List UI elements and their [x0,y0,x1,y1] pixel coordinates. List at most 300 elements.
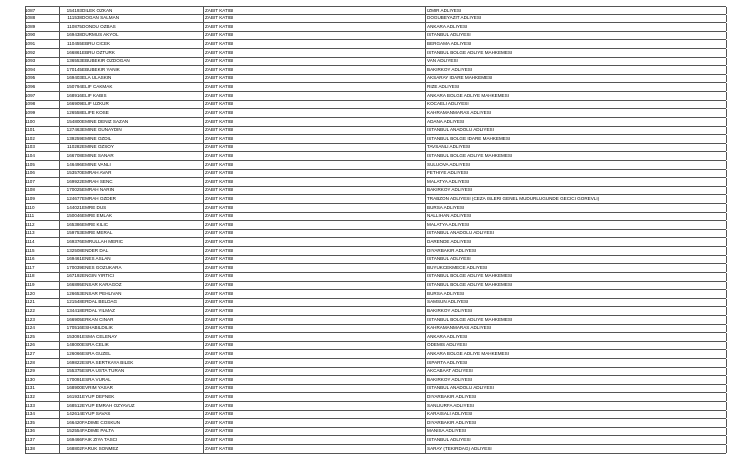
column-divider [425,118,426,126]
registry-id: 166420 [66,420,82,425]
column-divider [726,75,727,83]
registry-id: 146496 [66,162,82,167]
court-name: MALATYA ADLIYESI [427,179,470,184]
table-row [25,152,726,161]
registry-id: 153570 [66,171,82,176]
job-title: ZABIT KATIBI [205,360,234,365]
row-number: 1092 [25,50,36,55]
column-divider [726,170,727,178]
row-number: 1121 [25,300,35,305]
column-divider [425,23,426,31]
court-name: ISTANBUL ANADOLU ADLIYESI [427,386,494,391]
column-divider [425,109,426,117]
registry-id: 150794 [66,85,82,90]
column-divider [726,58,727,66]
column-divider [59,127,60,135]
person-name: EMRE DUS [82,205,107,210]
court-name: ISTANBUL ADLIYESI [427,438,471,443]
table-row [25,350,726,359]
person-name: EBUBEKIR OZDOGAN [82,59,130,64]
person-name: ELIF UZKUR [82,102,109,107]
table-row [25,92,726,101]
table-row [25,376,726,385]
court-name: MANISA ADLIYESI [427,429,467,434]
row-number: 1124 [25,326,35,331]
column-divider [425,238,426,246]
row-number: 1101 [25,128,35,133]
column-divider [425,393,426,401]
column-divider [425,161,426,169]
job-title: ZABIT KATIBI [205,283,234,288]
row-number: 1129 [25,369,35,374]
row-number: 1102 [25,136,35,141]
court-name: SARAY (TEKIRDAG) ADLIYESI [427,446,492,451]
column-divider [425,342,426,350]
column-divider [59,247,60,255]
court-name: ISTANBUL BOLGE IDARE MAHKEMESI [427,136,511,141]
column-divider [726,445,727,453]
registry-id: 152554 [66,429,82,434]
table-row [25,436,726,445]
column-divider [59,282,60,290]
column-divider [59,15,60,23]
table-row [25,23,726,32]
column-divider [59,350,60,358]
table-row [25,221,726,230]
court-name: KAHRAMANMARAS ADLIYESI [427,110,492,115]
court-name: SAMSUN ADLIYESI [427,300,469,305]
column-divider [726,109,727,117]
column-divider [726,419,727,427]
table-row [25,83,726,92]
column-divider [726,152,727,160]
column-divider [425,152,426,160]
person-name: ERKAN CINAR [82,317,114,322]
column-divider [726,195,727,203]
column-divider [59,273,60,281]
column-divider [726,101,727,109]
column-divider [726,411,727,419]
column-divider [726,15,727,23]
table-row [25,178,726,187]
column-divider [726,238,727,246]
person-name: FADIME COSKUN [82,420,121,425]
person-name: ENGIN YIRTICI [82,274,114,279]
column-divider [59,40,60,48]
registry-id: 153091 [66,334,82,339]
row-number: 1096 [25,85,36,90]
column-divider [726,428,727,436]
column-divider [59,144,60,152]
column-divider [59,195,60,203]
person-name: EMRULLAH MERIC [82,240,124,245]
job-title: ZABIT KATIBI [205,334,234,339]
person-name: FARUK SONMEZ [82,446,119,451]
row-number: 1116 [25,257,35,262]
person-name: EMINE OZSOY [82,145,114,150]
registry-id: 126066 [66,351,82,356]
table-row [25,333,726,342]
person-name: ELIF CAKMAK [82,85,113,90]
column-divider [425,290,426,298]
column-divider [425,282,426,290]
row-number: 1112 [25,222,35,227]
column-divider [726,299,727,307]
person-name: EMRAH NARIN [82,188,115,193]
column-divider [726,333,727,341]
column-divider [726,273,727,281]
court-name: BUYUKCEKMECE ADLIYESI [427,265,488,270]
column-divider [726,7,727,14]
table-row [25,368,726,377]
court-name: BAKIRKOY ADLIYESI [427,188,473,193]
person-name: EMRE EMLAK [82,214,113,219]
column-divider [726,393,727,401]
registry-id: 166861 [66,50,82,55]
column-divider [425,428,426,436]
column-divider [726,83,727,91]
row-number: 1123 [25,317,35,322]
row-number: 1088 [25,16,36,21]
court-name: ISTANBUL ANADOLU ADLIYESI [427,231,494,236]
job-title: ZABIT KATIBI [205,317,234,322]
person-name: DONDU OZBAS [82,24,116,29]
column-divider [425,376,426,384]
row-number: 1119 [25,283,35,288]
row-number: 1126 [25,343,35,348]
job-title: ZABIT KATIBI [205,438,234,443]
table-row [25,411,726,420]
job-title: ZABIT KATIBI [205,59,234,64]
row-number: 1087 [25,8,36,13]
registry-id: 110875 [67,24,82,29]
column-divider [59,170,60,178]
person-name: DURMUS AKYOL [82,33,119,38]
row-number: 1115 [25,248,35,253]
court-name: ODEMIS ADLIYESI [427,343,467,348]
row-number: 1114 [25,240,35,245]
column-divider [425,385,426,393]
column-divider [425,178,426,186]
table-row [25,273,726,282]
column-divider [59,118,60,126]
column-divider [425,66,426,74]
court-name: AKSARAY IDARE MAHKEMESI [427,76,493,81]
job-title: ZABIT KATIBI [205,50,234,55]
column-divider [59,66,60,74]
registry-id: 168802 [66,446,82,451]
column-divider [425,92,426,100]
registry-id: 150046 [66,214,82,219]
table-row [25,359,726,368]
court-name: BAKIRKOY ADLIYESI [427,377,473,382]
column-divider [59,75,60,83]
person-name: EMRE MERAL [82,231,113,236]
table-row [25,290,726,299]
column-divider [425,144,426,152]
column-divider [425,32,426,40]
column-divider [726,256,727,264]
row-number: 1105 [25,162,35,167]
court-name: ISTANBUL BOLGE ADLIYE MAHKEMESI [427,317,513,322]
row-number: 1110 [25,205,35,210]
job-title: ZABIT KATIBI [205,291,234,296]
job-title: ZABIT KATIBI [205,429,234,434]
registry-id: 154800 [66,119,82,124]
registry-id: 168900 [66,386,82,391]
column-divider [425,170,426,178]
person-name: EYUP DEFNEK [82,395,115,400]
job-title: ZABIT KATIBI [205,412,234,417]
column-divider [59,32,60,40]
column-divider [726,127,727,135]
column-divider [726,342,727,350]
person-name: DOGAN SALMAN [82,16,120,21]
column-divider [59,385,60,393]
person-name: ENES ASLAN [82,257,111,262]
column-divider [59,23,60,31]
job-title: ZABIT KATIBI [205,67,234,72]
row-number: 1120 [25,291,35,296]
court-name: DIYARBAKIR ADLIYESI [427,248,477,253]
registry-id: 166905 [66,317,82,322]
registry-id: 159753 [66,231,82,236]
row-number: 1131 [25,386,35,391]
registry-id: 167192 [66,274,82,279]
registry-id: 124677 [66,197,82,201]
column-divider [425,230,426,238]
table-row [25,204,726,213]
column-divider [425,49,426,57]
person-name: EBRU CICEK [82,42,111,47]
column-divider [59,187,60,195]
column-divider [59,342,60,350]
column-divider [726,144,727,152]
column-divider [59,92,60,100]
column-divider [726,92,727,100]
registry-id: 126558 [66,110,82,115]
court-name: NALLIHAN ADLIYESI [427,214,472,219]
job-title: ZABIT KATIBI [205,102,234,107]
column-divider [59,359,60,367]
job-title: ZABIT KATIBI [205,214,234,219]
person-name: EVRIM YASAR [82,386,113,391]
row-number: 1136 [25,429,35,434]
column-divider [726,204,727,212]
column-divider [59,49,60,57]
column-divider [425,264,426,272]
person-name: ESRA VURAL [82,377,111,382]
job-title: ZABIT KATIBI [205,386,234,391]
table-row [25,299,726,308]
table-row [25,135,726,144]
person-name: ELIFE KOSE [82,110,109,115]
column-divider [425,445,426,453]
table-row [25,58,726,67]
table-row [25,402,726,411]
column-divider [425,204,426,212]
table-row [25,428,726,437]
row-number: 1128 [25,360,35,365]
row-number: 1108 [25,188,35,193]
column-divider [726,230,727,238]
column-divider [59,436,60,444]
row-number: 1117 [25,265,35,270]
column-divider [59,204,60,212]
row-number: 1094 [25,67,36,72]
job-title: ZABIT KATIBI [205,179,234,184]
court-name: BAKIRKOY ADLIYESI [427,67,473,72]
person-name: ENDER DAL [82,248,109,253]
court-name: ISTANBUL BOLGE ADLIYE MAHKEMESI [427,50,513,55]
row-number: 1098 [25,102,36,107]
job-title: ZABIT KATIBI [205,33,234,38]
court-name: KOCAELI ADLIYESI [427,102,469,107]
row-number: 1122 [25,308,35,313]
court-name: ISTANBUL BOLGE ADLIYE MAHKEMESI [427,153,513,158]
row-number: 1127 [25,351,35,356]
column-divider [59,256,60,264]
job-title: ZABIT KATIBI [205,420,234,425]
row-number: 1135 [25,420,35,425]
court-name: ISTANBUL ANADOLU ADLIYESI [427,128,494,133]
job-title: ZABIT KATIBI [205,145,234,150]
column-divider [425,195,426,203]
column-divider [726,282,727,290]
court-name: KAHRAMANMARAS ADLIYESI [427,326,492,331]
registry-id: 169461 [66,257,82,262]
table-row [25,32,726,41]
person-name: ESRA USTA TURAN [82,369,125,374]
job-title: ZABIT KATIBI [205,93,234,98]
row-number: 1132 [25,395,35,400]
person-name: EBRU OZTURK [82,50,115,55]
column-divider [59,152,60,160]
registry-id: 165386 [66,222,82,227]
table-row [25,40,726,49]
court-name: BAKIRKOY ADLIYESI [427,308,473,313]
registry-id: 169438 [66,33,82,38]
column-divider [59,238,60,246]
job-title: ZABIT KATIBI [205,240,234,245]
court-name: DARENDE ADLIYESI [427,240,472,245]
column-divider [425,83,426,91]
table-row [25,118,726,127]
row-number: 1106 [25,171,35,176]
person-name: ESRA SERTKAYA BILEK [82,360,134,365]
row-number: 1138 [25,446,35,451]
job-title: ZABIT KATIBI [205,153,234,158]
court-name: BURSA ADLIYESI [427,291,465,296]
column-divider [726,385,727,393]
person-name: ESHABILDILIK [82,326,113,331]
column-divider [425,359,426,367]
court-name: BURSA ADLIYESI [427,205,465,210]
column-divider [59,178,60,186]
row-number: 1125 [25,334,35,339]
court-name: VAN ADLIYESI [427,59,458,64]
column-divider [59,161,60,169]
row-number: 1111 [25,214,35,219]
registry-id: 121548 [66,300,82,305]
table-row [25,325,726,334]
table-row [25,49,726,58]
column-divider [59,368,60,376]
column-divider [59,376,60,384]
court-name: BERGAMA ADLIYESI [427,42,472,47]
row-number: 1134 [25,412,35,417]
registry-id: 111538 [67,16,82,21]
job-title: ZABIT KATIBI [205,231,234,236]
registry-id: 134418 [66,308,82,313]
registry-id: 154193 [66,8,82,13]
registry-id: 169466 [66,438,82,443]
row-number: 1137 [25,438,35,443]
court-name: DIYARBAKIR ADLIYESI [427,420,477,425]
court-name: TAVSANLI ADLIYESI [427,145,471,150]
table-row [25,264,726,273]
job-title: ZABIT KATIBI [205,42,234,47]
column-divider [425,221,426,229]
table-row [25,238,726,247]
table-row [25,247,726,256]
column-divider [59,264,60,272]
column-divider [726,350,727,358]
registry-id: 142614 [66,412,82,417]
column-divider [59,393,60,401]
registry-id: 168512 [66,403,82,408]
table-row [25,161,726,170]
registry-id: 166895 [66,283,82,288]
table-row [25,256,726,265]
job-title: ZABIT KATIBI [205,8,234,13]
personnel-table [25,6,726,454]
person-name: EMINE OZDIL [82,136,112,141]
column-divider [59,83,60,91]
row-number: 1113 [25,231,35,236]
column-divider [59,58,60,66]
court-name: KARAISALI ADLIYESI [427,412,473,417]
column-divider [59,109,60,117]
person-name: ENSAR KARAGOZ [82,283,122,288]
person-name: ELIF KABIS [82,93,107,98]
column-divider [726,221,727,229]
job-title: ZABIT KATIBI [205,308,234,313]
column-divider [425,307,426,315]
job-title: ZABIT KATIBI [205,369,234,374]
column-divider [726,187,727,195]
column-divider [59,402,60,410]
person-name: ELA ULASKIN [82,76,112,81]
person-name: EMINE VANLI [82,162,111,167]
table-row [25,316,726,325]
row-number: 1095 [25,76,36,81]
row-number: 1133 [25,403,35,408]
column-divider [726,32,727,40]
row-number: 1109 [25,197,35,201]
column-divider [425,402,426,410]
table-row [25,195,726,204]
column-divider [425,101,426,109]
person-name: ENSAR PEHLIVAN [82,291,122,296]
table-row [25,6,726,15]
column-divider [425,299,426,307]
table-row [25,109,726,118]
table-row [25,170,726,179]
column-divider [425,247,426,255]
registry-id: 127463 [66,128,82,133]
job-title: ZABIT KATIBI [205,377,234,382]
